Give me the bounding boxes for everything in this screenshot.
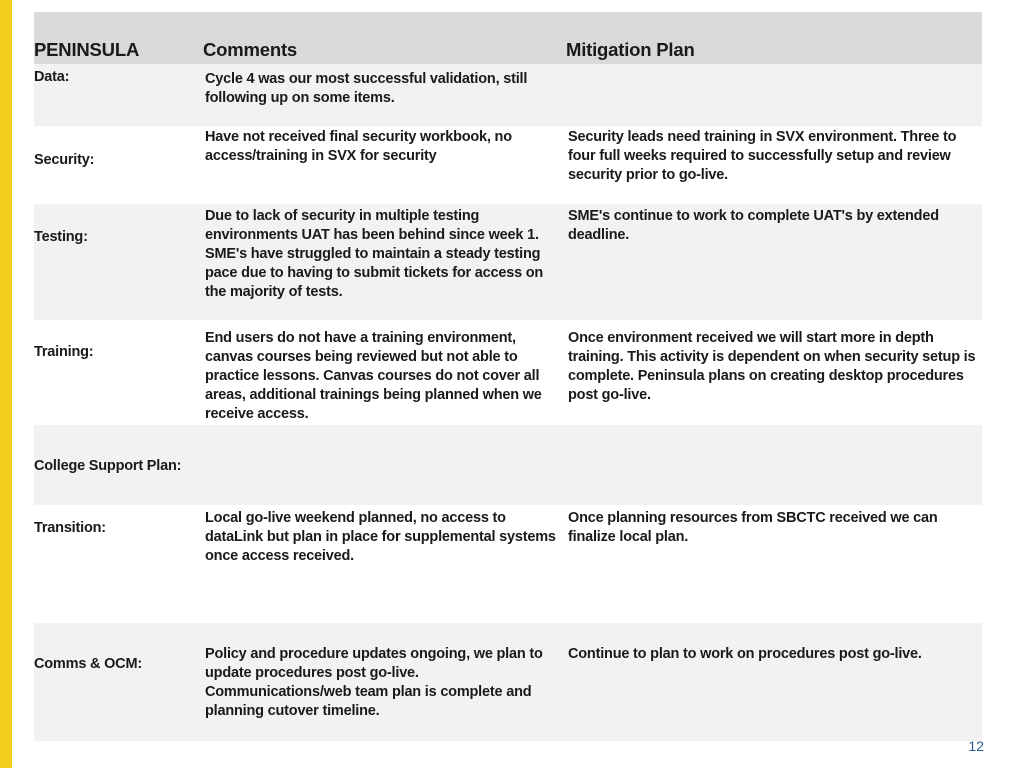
table-row-training: [34, 320, 982, 425]
row-label: Data:: [34, 69, 70, 85]
row-comment: End users do not have a training environment, canvas courses being reviewed but not able to practice lessons. Canvas courses do not cover all areas, additional trainings being planned when we receive access.: [205, 330, 542, 422]
table-row-college-support-plan: [34, 425, 982, 505]
page-number: 12: [968, 738, 984, 754]
table-row-comms-ocm: [34, 623, 982, 741]
table-row-data: [34, 64, 982, 126]
header-mitigation-plan: Mitigation Plan: [566, 39, 695, 60]
table-row-security: [34, 126, 982, 204]
table-row-transition: [34, 505, 982, 623]
row-comment: Due to lack of security in multiple testing environments UAT has been behind since week 1. SME's have struggled to maintain a steady testing pace due to having to submit tickets for access on the majority of tests.: [205, 208, 544, 300]
row-comment: Local go-live weekend planned, no access to dataLink but plan in place for supplemental systems once access received.: [205, 510, 556, 564]
row-label: Testing:: [34, 229, 88, 245]
row-mitigation: Security leads need training in SVX environment. Three to four full weeks required to successfully setup and review security prior to go-live.: [568, 129, 957, 183]
row-comment: Cycle 4 was our most successful validation, still following up on some items.: [205, 71, 528, 106]
row-comment: Policy and procedure updates ongoing, we plan to update procedures post go-live. Communications/web team plan is complete and planning cutover timeline.: [205, 646, 543, 719]
row-label: Transition:: [34, 520, 106, 536]
row-mitigation: SME's continue to work to complete UAT's by extended deadline.: [568, 208, 939, 243]
accent-bar: [0, 0, 12, 768]
row-mitigation: Once planning resources from SBCTC received we can finalize local plan.: [568, 510, 938, 545]
row-comment: Have not received final security workbook, no access/training in SVX for security: [205, 129, 512, 164]
row-label: College Support Plan:: [34, 458, 182, 474]
row-label: Security:: [34, 152, 95, 168]
row-mitigation: Once environment received we will start more in depth training. This activity is dependent on when security setup is complete. Peninsula plans on creating desktop procedures post go-live.: [568, 330, 976, 403]
table-header-row: [34, 12, 982, 64]
row-mitigation: Continue to plan to work on procedures post go-live.: [568, 646, 922, 662]
header-college-name: PENINSULA: [34, 39, 140, 60]
row-label: Comms & OCM:: [34, 656, 142, 672]
row-label: Training:: [34, 344, 94, 360]
table-row-testing: [34, 204, 982, 320]
header-comments: Comments: [203, 39, 297, 60]
